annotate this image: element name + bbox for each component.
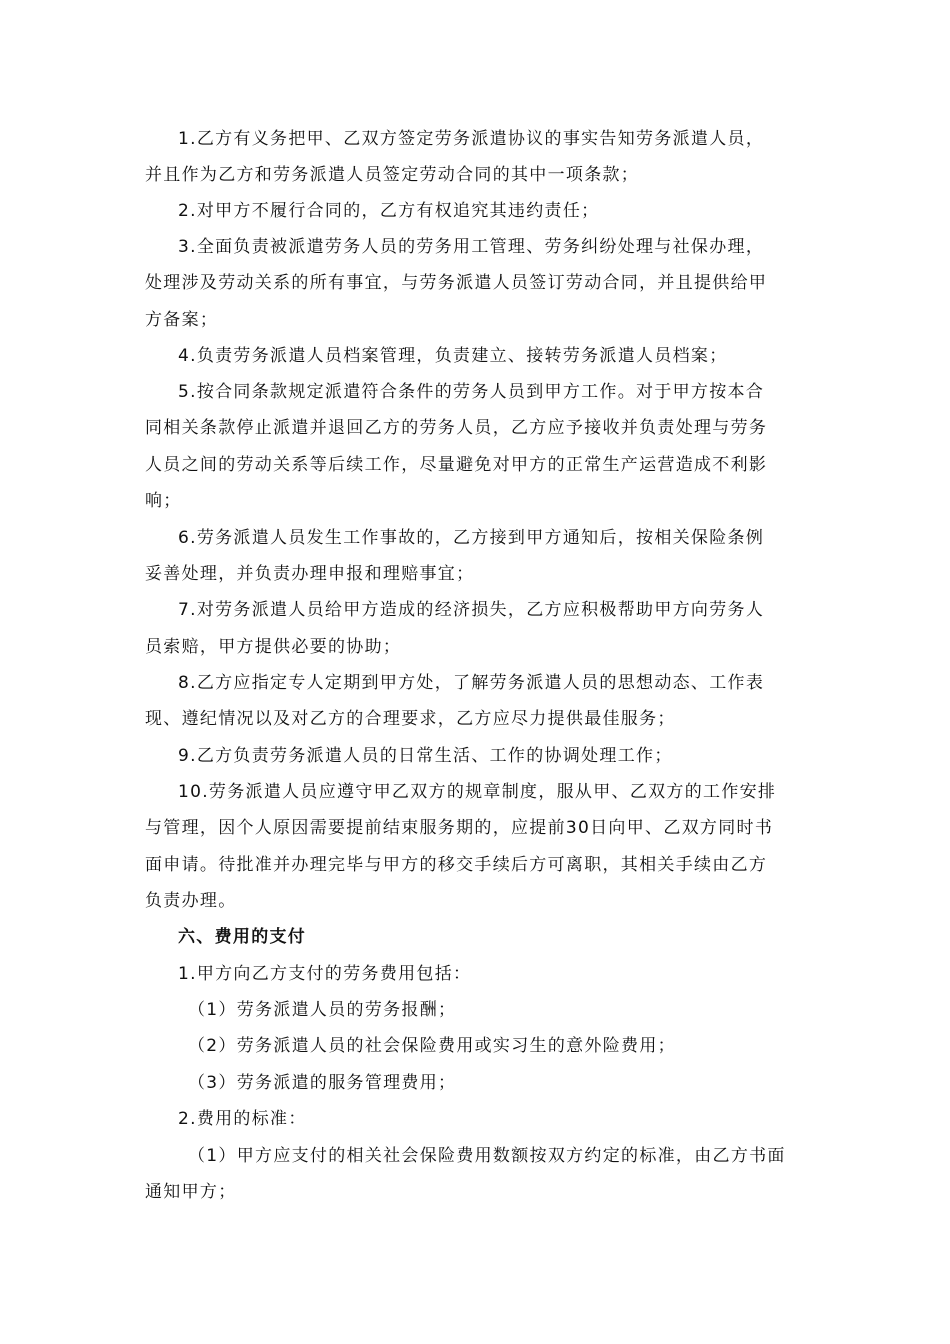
clause-5-4-line-1: 4.负责劳务派遣人员档案管理，负责建立、接转劳务派遣人员档案；: [178, 346, 728, 366]
clause-5-3-line-3: 方备案；: [145, 310, 219, 330]
clause-5-9-line-1: 9.乙方负责劳务派遣人员的日常生活、工作的协调处理工作；: [178, 746, 673, 766]
clause-5-10-line-3: 面申请。待批准并办理完毕与甲方的移交手续后方可离职，其相关手续由乙方: [145, 855, 768, 875]
clause-6-1-line-1: 1.甲方向乙方支付的劳务费用包括：: [178, 964, 472, 984]
clause-5-5-line-3: 人员之间的劳动关系等后续工作，尽量避免对甲方的正常生产运营造成不利影: [145, 455, 768, 475]
clause-5-1-line-1: 1.乙方有义务把甲、乙双方签定劳务派遣协议的事实告知劳务派遣人员，: [178, 129, 765, 149]
clause-6-2-line-1: 2.费用的标准：: [178, 1109, 307, 1129]
clause-5-10-line-4: 负责办理。: [145, 891, 237, 911]
clause-5-5-line-2: 同相关条款停止派遣并退回乙方的劳务人员，乙方应予接收并负责处理与劳务: [145, 418, 768, 438]
clause-5-10-line-1: 10.劳务派遣人员应遵守甲乙双方的规章制度，服从甲、乙双方的工作安排: [178, 782, 777, 802]
clause-5-8-line-2: 现、遵纪情况以及对乙方的合理要求，乙方应尽力提供最佳服务；: [145, 709, 676, 729]
clause-5-1-line-2: 并且作为乙方和劳务派遣人员签定劳动合同的其中一项条款；: [145, 165, 640, 185]
clause-5-2-line-1: 2.对甲方不履行合同的，乙方有权追究其违约责任；: [178, 201, 600, 221]
clause-6-1-item-2: （2）劳务派遣人员的社会保险费用或实习生的意外险费用；: [188, 1036, 676, 1056]
clause-5-7-line-2: 员索赔，甲方提供必要的协助；: [145, 637, 402, 657]
clause-5-3-line-1: 3.全面负责被派遣劳务人员的劳务用工管理、劳务纠纷处理与社保办理，: [178, 237, 765, 257]
clause-5-10-line-2: 与管理，因个人原因需要提前结束服务期的，应提前30日向甲、乙双方同时书: [145, 818, 774, 838]
clause-6-2-item-1-line-1: （1）甲方应支付的相关社会保险费用数额按双方约定的标准，由乙方书面: [188, 1146, 786, 1166]
clause-5-5-line-1: 5.按合同条款规定派遣符合条件的劳务人员到甲方工作。对于甲方按本合: [178, 382, 765, 402]
clause-5-6-line-1: 6.劳务派遣人员发生工作事故的，乙方接到甲方通知后，按相关保险条例: [178, 528, 765, 548]
clause-6-2-item-1-line-2: 通知甲方；: [145, 1182, 237, 1202]
clause-5-6-line-2: 妥善处理，并负责办理申报和理赔事宜；: [145, 564, 475, 584]
clause-6-1-item-3: （3）劳务派遣的服务管理费用；: [188, 1073, 457, 1093]
clause-5-3-line-2: 处理涉及劳动关系的所有事宜，与劳务派遣人员签订劳动合同，并且提供给甲: [145, 273, 768, 293]
clause-5-5-line-4: 响；: [145, 491, 182, 511]
section-6-heading: 六、费用的支付: [178, 927, 307, 947]
clause-5-7-line-1: 7.对劳务派遣人员给甲方造成的经济损失，乙方应积极帮助甲方向劳务人: [178, 600, 765, 620]
clause-5-8-line-1: 8.乙方应指定专人定期到甲方处，了解劳务派遣人员的思想动态、工作表: [178, 673, 765, 693]
clause-6-1-item-1: （1）劳务派遣人员的劳务报酬；: [188, 1000, 457, 1020]
